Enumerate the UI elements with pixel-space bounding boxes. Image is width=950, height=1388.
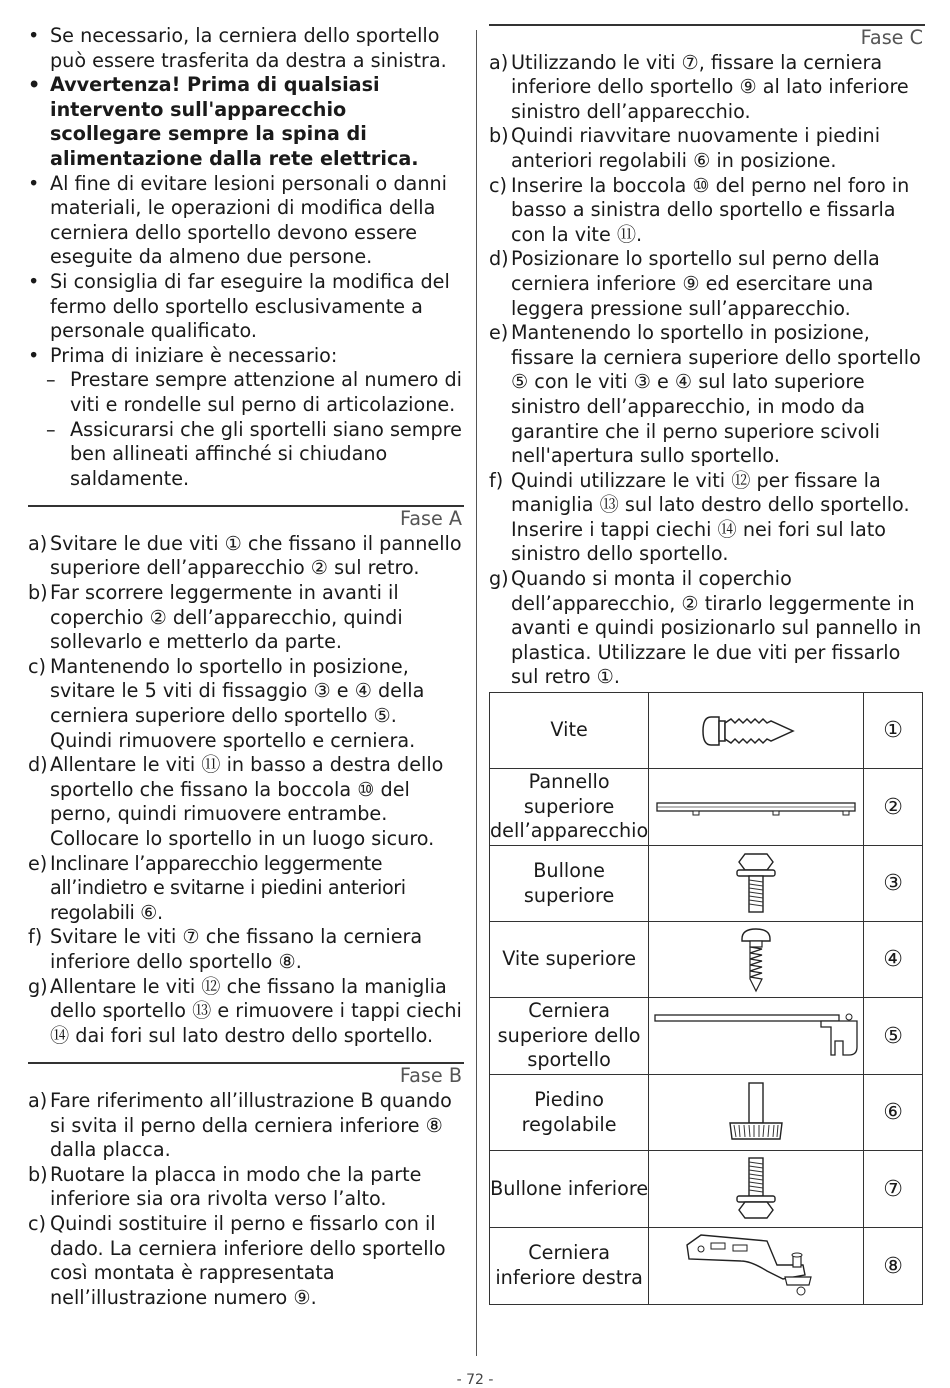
sub-item: – Prestare sempre attenzione al numero di viti e rondelle sul perno di articolazione. bbox=[46, 368, 462, 416]
bullet-item: • Si consiglia di far eseguire la modifica del fermo dello sportello esclusivamente a personale qualificato. bbox=[28, 269, 450, 343]
screw-icon bbox=[649, 693, 864, 769]
part-name: Pannello superiore dell’apparecchio bbox=[490, 769, 649, 846]
table-row bbox=[490, 693, 923, 769]
step-item: b) Ruotare la placca in modo che la parte inferiore sia ora rivolta verso l’alto. bbox=[28, 1162, 422, 1211]
phase-a-heading: Fase A bbox=[28, 505, 464, 532]
phase-b-heading: Fase B bbox=[28, 1062, 464, 1089]
step-item: c) Mantenendo lo sportello in posizione, svitare le 5 viti di fissaggio ③ e ④ della cerniera superiore dello sportello ⑤. Quindi rimuovere sportello e cerniera. bbox=[28, 654, 425, 752]
hex-bolt-icon bbox=[649, 846, 864, 922]
pan-screw-icon bbox=[649, 922, 864, 998]
step-item: a) Fare riferimento all’illustrazione B quando si svita il perno della cerniera inferiore ⑧ dalla placca. bbox=[28, 1088, 452, 1162]
bullet-item: • Se necessario, la cerniera dello sportello può essere trasferita da destra a sinistra. bbox=[28, 24, 447, 72]
left-column bbox=[28, 24, 464, 1310]
phase-b-steps bbox=[28, 1089, 464, 1310]
table-row bbox=[490, 998, 923, 1075]
page-number: - 72 - bbox=[456, 1372, 494, 1388]
part-number: ② bbox=[864, 769, 923, 846]
table-row bbox=[490, 922, 923, 998]
part-name: Bullone inferiore bbox=[490, 1151, 649, 1228]
step-item: a) Utilizzando le viti ⑦, fissare la cerniera inferiore dello sportello ⑨ al lato inferiore sinistro dell’apparecchio. bbox=[489, 50, 909, 123]
part-name: Bullone superiore bbox=[490, 846, 649, 922]
part-number: ⑦ bbox=[864, 1151, 923, 1228]
step-item: d) Allentare le viti ⑪ in basso a destra dello sportello che fissano la boccola ⑩ del perno, quindi rimuovere entrambe. Collocare lo sportello in un luogo sicuro. bbox=[28, 753, 444, 850]
top-panel-icon bbox=[649, 769, 864, 846]
upper-hinge-icon bbox=[649, 998, 864, 1075]
part-name: Cerniera inferiore destra bbox=[490, 1228, 649, 1305]
table-row bbox=[490, 1075, 923, 1151]
phase-c-heading: Fase C bbox=[489, 24, 925, 51]
parts-table bbox=[489, 692, 923, 1305]
step-item: b) Far scorrere leggermente in avanti il coperchio ② dell’apparecchio, quindi sollevarlo e metterlo da parte. bbox=[28, 581, 403, 654]
warning-bullet: • Avvertenza! Prima di qualsiasi intervento sull'apparecchio scollegare sempre la spina di alimentazione dalla rete elettrica. bbox=[28, 73, 419, 170]
step-item: c) Quindi sostituire il perno e fissarlo con il dado. La cerniera inferiore dello sportello così montata è rappresentata nell’illustrazione numero ⑨. bbox=[28, 1211, 446, 1309]
table-row bbox=[490, 846, 923, 922]
step-item: g) Quando si monta il coperchio dell’apparecchio, ② tirarlo leggermente in avanti e quindi posizionarlo sul pannello in plastica. Utilizzare le due viti per fissarlo sul retro ①. bbox=[489, 567, 922, 689]
part-number: ③ bbox=[864, 846, 923, 922]
part-number: ① bbox=[864, 693, 923, 769]
step-item: e) Inclinare l’apparecchio leggermente all’indietro e svitarne i piedini anteriori regolabili ⑥. bbox=[28, 851, 406, 924]
table-row bbox=[490, 769, 923, 846]
part-name: Piedino regolabile bbox=[490, 1075, 649, 1151]
right-column bbox=[489, 24, 925, 690]
bullet-item: • Prima di iniziare è necessario: bbox=[28, 343, 338, 367]
step-item: d) Posizionare lo sportello sul perno della cerniera inferiore ⑨ ed esercitare una leggera pressione sull’apparecchio. bbox=[489, 247, 880, 320]
part-number: ⑥ bbox=[864, 1075, 923, 1151]
step-item: e) Mantenendo lo sportello in posizione, fissare la cerniera superiore dello sportello ⑤ con le viti ③ e ④ sul lato superiore sinistro dell’apparecchio, in modo da garantire che il perno superiore scivoli nell'apertura sullo sportello. bbox=[489, 321, 921, 468]
column-divider bbox=[476, 30, 477, 1356]
part-name: Cerniera superiore dello sportello bbox=[490, 998, 649, 1075]
step-item: b) Quindi riavvitare nuovamente i piedini anteriori regolabili ⑥ in posizione. bbox=[489, 124, 881, 172]
sub-item: – Assicurarsi che gli sportelli siano sempre ben allineati affinché si chiudano saldamente. bbox=[46, 417, 462, 490]
bullet-item: • Al fine di evitare lesioni personali o danni materiali, le operazioni di modifica della cerniera dello sportello devono essere eseguite da almeno due persone. bbox=[28, 171, 447, 269]
step-item: f) Svitare le viti ⑦ che fissano la cerniera inferiore dello sportello ⑧. bbox=[28, 925, 423, 973]
part-number: ⑧ bbox=[864, 1228, 923, 1305]
table-row bbox=[490, 1151, 923, 1228]
step-item: f) Quindi utilizzare le viti ⑫ per fissare la maniglia ⑬ sul lato destro dello sportello. Inserire i tappi ciechi ⑭ nei fori sul lato sinistro dello sportello. bbox=[489, 468, 910, 566]
lower-hinge-icon bbox=[649, 1228, 864, 1305]
step-item: a) Svitare le due viti ① che fissano il pannello superiore dell’apparecchio ② sul retro. bbox=[28, 531, 462, 580]
table-row bbox=[490, 1228, 923, 1305]
part-name: Vite superiore bbox=[490, 922, 649, 998]
part-number: ⑤ bbox=[864, 998, 923, 1075]
adjustable-foot-icon bbox=[649, 1075, 864, 1151]
phase-c-steps bbox=[489, 51, 925, 690]
phase-a-steps bbox=[28, 532, 464, 1048]
step-item: g) Allentare le viti ⑫ che fissano la maniglia dello sportello ⑬ e rimuovere i tappi ciechi ⑭ dai fori sul lato destro dello sportello. bbox=[28, 974, 462, 1047]
part-number: ④ bbox=[864, 922, 923, 998]
lower-bolt-icon bbox=[649, 1151, 864, 1228]
step-item: c) Inserire la boccola ⑩ del perno nel foro in basso a sinistra dello sportello e fissarla con la vite ⑪. bbox=[489, 173, 910, 246]
part-name: Vite bbox=[490, 693, 649, 769]
